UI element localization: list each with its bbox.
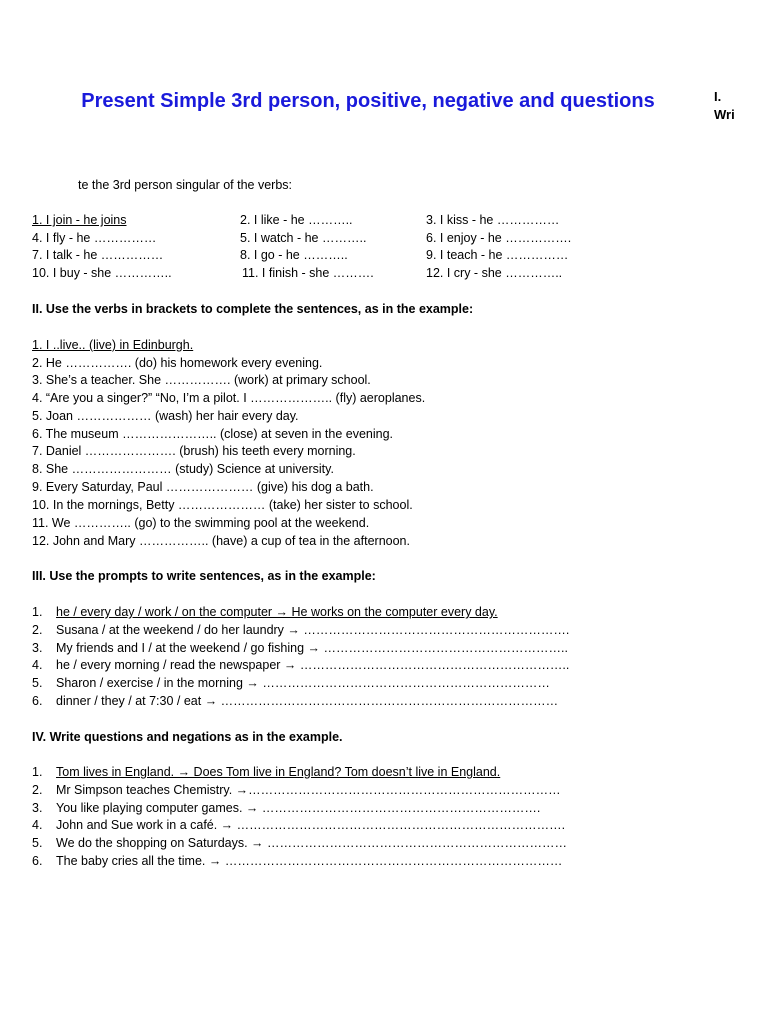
question-number: 5. bbox=[32, 836, 43, 850]
prompt-number: 3. bbox=[32, 641, 43, 655]
prompt-item-2 bbox=[32, 622, 569, 638]
prompt-item-1 bbox=[32, 604, 498, 620]
sentence-item-8: 8. She …………………… (study) Science at university. bbox=[32, 462, 334, 476]
sentence-item-6: 6. The museum ………………….. (close) at seven in the evening. bbox=[32, 427, 394, 441]
verb-item-1: 1. I join - he joins bbox=[32, 213, 127, 227]
sentence-item-9: 9. Every Saturday, Paul ………………… (give) his dog a bath. bbox=[32, 480, 374, 494]
prompt-number: 2. bbox=[32, 623, 43, 637]
sentence-item-3: 3. She’s a teacher. She ……………. (work) at primary school. bbox=[32, 373, 371, 387]
verb-item-9: 9. I teach - he …………… bbox=[426, 248, 569, 262]
question-number: 4. bbox=[32, 818, 43, 832]
question-text: The baby cries all the time. → ……………………………………………………………………… bbox=[56, 854, 563, 868]
question-number: 6. bbox=[32, 854, 43, 868]
prompt-text: dinner / they / at 7:30 / eat → ……………………………………………………………………… bbox=[56, 694, 559, 708]
sentence-item-7: 7. Daniel …………………. (brush) his teeth every morning. bbox=[32, 444, 356, 458]
sentence-item-10: 10. In the mornings, Betty ………………… (take) her sister to school. bbox=[32, 498, 413, 512]
prompt-number: 6. bbox=[32, 694, 43, 708]
verb-item-7: 7. I talk - he …………… bbox=[32, 248, 164, 262]
prompt-item-5 bbox=[32, 675, 550, 691]
verb-item-5: 5. I watch - he ……….. bbox=[240, 231, 367, 245]
sentence-item-1: 1. I ..live.. (live) in Edinburgh. bbox=[32, 338, 194, 352]
verb-item-3: 3. I kiss - he …………… bbox=[426, 213, 560, 227]
question-text: Mr Simpson teaches Chemistry. →………………………………………………………………… bbox=[56, 783, 561, 797]
worksheet-title: Present Simple 3rd person, positive, negative and questions bbox=[81, 90, 655, 112]
question-item-5 bbox=[32, 835, 567, 851]
sentence-item-4: 4. “Are you a singer?” “No, I’m a pilot. I ……………….. (fly) aeroplanes. bbox=[32, 391, 426, 405]
question-number: 1. bbox=[32, 765, 43, 779]
verb-item-8: 8. I go - he ……….. bbox=[240, 248, 348, 262]
prompt-text: he / every morning / read the newspaper → ……………………………………………………….. bbox=[56, 658, 570, 672]
section4-heading: IV. Write questions and negations as in the example. bbox=[32, 730, 343, 744]
question-item-6 bbox=[32, 853, 562, 869]
question-text: Tom lives in England. → Does Tom live in England? Tom doesn’t live in England. bbox=[56, 765, 501, 779]
question-item-1 bbox=[32, 764, 500, 780]
prompt-text: Sharon / exercise / in the morning → …………………………………………………………… bbox=[56, 676, 550, 690]
sentence-item-5: 5. Joan ……………… (wash) her hair every day. bbox=[32, 409, 299, 423]
prompt-item-3 bbox=[32, 640, 568, 656]
question-text: You like playing computer games. → …………………………………………………………. bbox=[56, 801, 541, 815]
verb-item-2: 2. I like - he ……….. bbox=[240, 213, 353, 227]
section1-instruction: te the 3rd person singular of the verbs: bbox=[78, 178, 293, 192]
question-item-3 bbox=[32, 800, 540, 816]
prompt-number: 1. bbox=[32, 605, 43, 619]
sentence-item-2: 2. He ……………. (do) his homework every evening. bbox=[32, 356, 323, 370]
verb-item-10: 10. I buy - she ………….. bbox=[32, 266, 172, 280]
sentence-item-11: 11. We ………….. (go) to the swimming pool at the weekend. bbox=[32, 516, 370, 530]
verb-item-4: 4. I fly - he …………… bbox=[32, 231, 157, 245]
prompt-text: My friends and I / at the weekend / go fishing → ………………………………………………….. bbox=[56, 641, 568, 655]
verb-item-6: 6. I enjoy - he ……………. bbox=[426, 231, 572, 245]
question-number: 2. bbox=[32, 783, 43, 797]
section3-heading: III. Use the prompts to write sentences, as in the example: bbox=[32, 569, 376, 583]
verb-item-12: 12. I cry - she ………….. bbox=[426, 266, 563, 280]
sentence-item-12: 12. John and Mary …………….. (have) a cup of tea in the afternoon. bbox=[32, 534, 410, 548]
section2-heading: II. Use the verbs in brackets to complete the sentences, as in the example: bbox=[32, 302, 474, 316]
verb-item-11: 11. I finish - she ………. bbox=[242, 266, 374, 280]
question-item-2 bbox=[32, 782, 561, 798]
cut-off-instruction: I. Wri bbox=[714, 89, 735, 122]
prompt-text: Susana / at the weekend / do her laundry → ………………………………………………………. bbox=[56, 623, 570, 637]
prompt-text: he / every day / work / on the computer → He works on the computer every day. bbox=[56, 605, 498, 619]
prompt-number: 5. bbox=[32, 676, 43, 690]
question-item-4 bbox=[32, 817, 565, 833]
question-number: 3. bbox=[32, 801, 43, 815]
prompt-item-6 bbox=[32, 693, 558, 709]
prompt-item-4 bbox=[32, 657, 569, 673]
prompt-number: 4. bbox=[32, 658, 43, 672]
question-text: We do the shopping on Saturdays. → ……………………………………………………………… bbox=[56, 836, 568, 850]
question-text: John and Sue work in a café. → ……………………………………………………………………. bbox=[56, 818, 566, 832]
